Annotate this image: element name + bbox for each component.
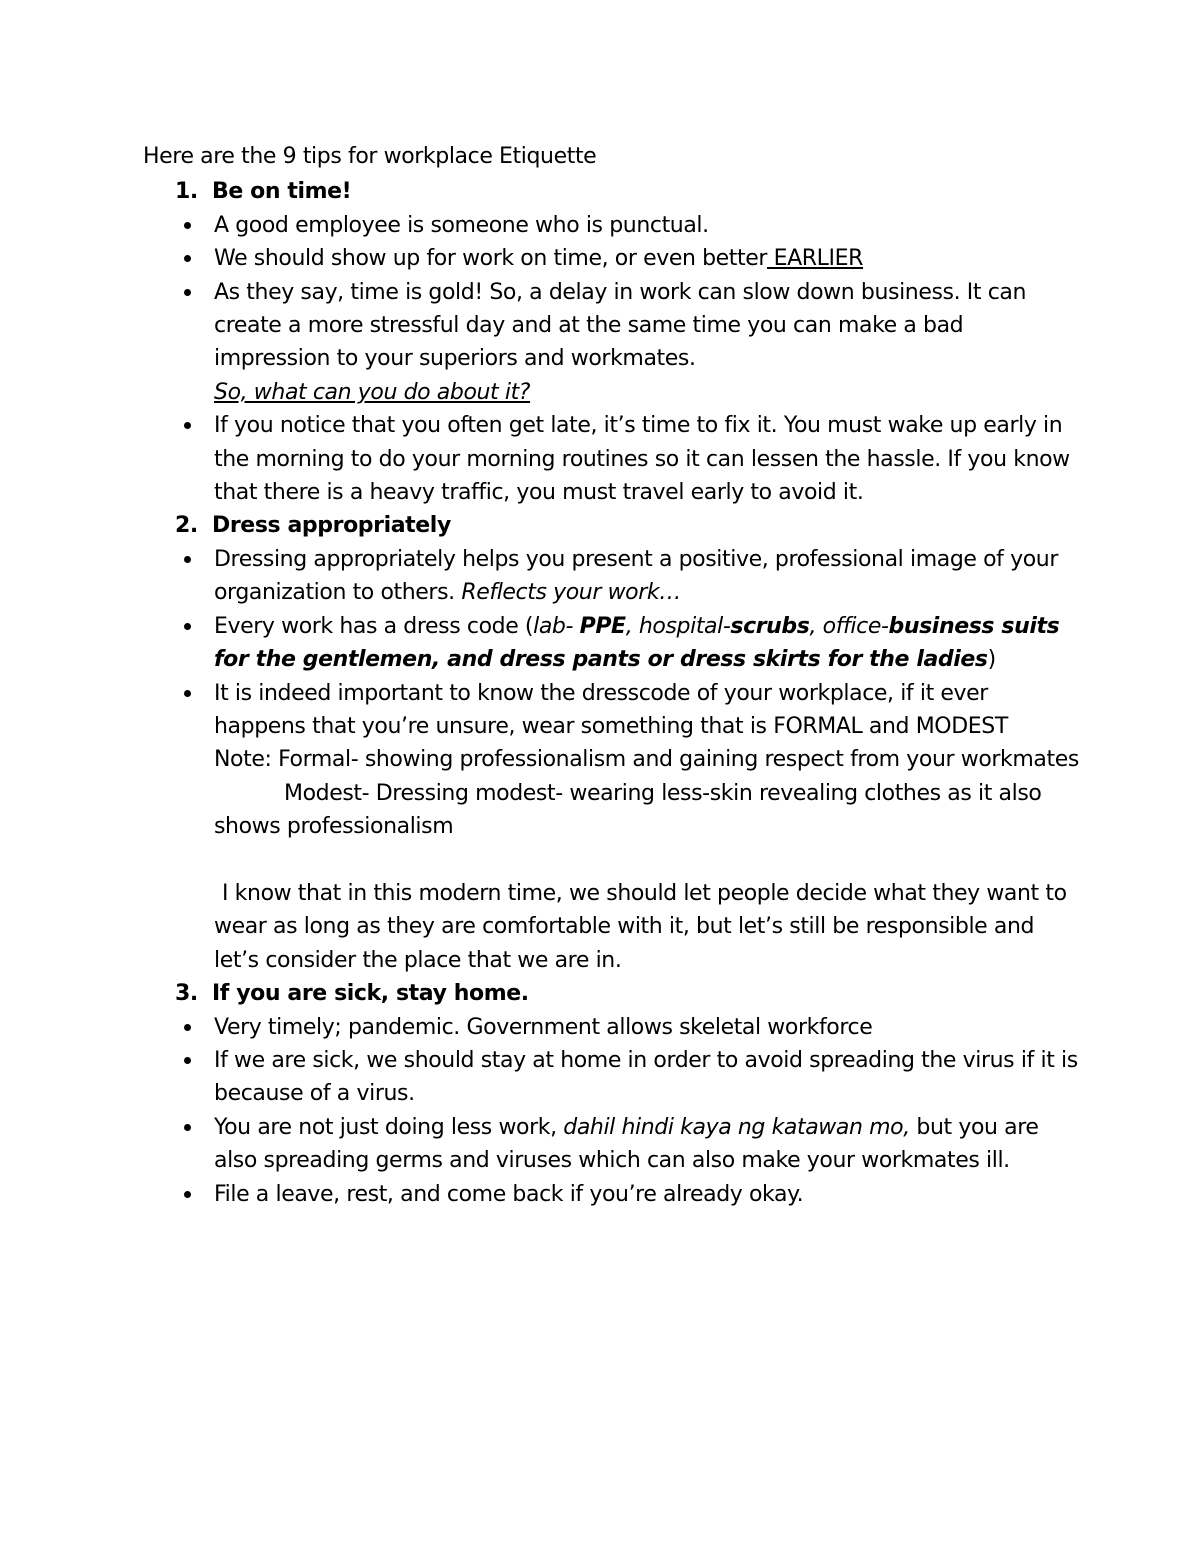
intro-line: Here are the 9 tips for workplace Etiquette [143,144,597,169]
list-item [143,242,1083,275]
bullet-text: You are not just doing less work, [214,1114,564,1140]
section-dress-appropriately [143,509,1083,542]
bullet-text: A good employee is someone who is punctual. [214,212,709,238]
dress-code-hospital: , hospital- [625,613,731,639]
list-item [143,1111,1083,1178]
bullet-icon [184,422,191,429]
list-item [143,1044,1083,1111]
list-item [143,543,1083,610]
note-modest: Modest- Dressing modest- wearing less-skin revealing clothes as it also shows professionalism [214,780,1042,840]
bullet-text: but you are also spreading germs and viruses which can also make your workmates ill. [214,1114,1039,1174]
list-item [143,1178,1083,1211]
bullet-icon [184,289,191,296]
bullet-text: As they say, time is gold! So, a delay in work can slow down business. It can create a more stressful day and at the same time you can make a bad impression to your superiors and workmates. [214,279,1027,372]
bullet-text: Every work has a dress code ( [214,613,534,639]
bullet-icon [184,1191,191,1198]
list-item [143,209,1083,242]
list-item [143,677,1083,978]
section-heading: If you are sick, stay home. [212,981,529,1007]
dress-code-business: business suits for the gentlemen, and dress pants or dress skirts for the ladies [214,613,1060,673]
bullet-text: It is indeed important to know the dresscode of your workplace, if it ever happens that you’re unsure, wear something that is FORMAL and MODEST [214,680,1008,739]
dress-code-office: , office- [809,613,889,639]
bullet-icon [184,556,191,563]
section-number: 3. [175,981,198,1007]
bullet-icon [184,623,191,630]
bullet-icon [184,255,191,262]
bullet-icon [184,1124,191,1131]
bullet-text: If you notice that you often get late, it’s time to fix it. You must wake up early in the morning to do your morning routines so it can lessen the hassle. If you know that there is a heavy traffic, you must travel early to avoid it. [214,413,1070,506]
bullet-list-sick-stay-home [143,1011,1083,1211]
bullet-icon [184,690,191,697]
list-item [143,610,1083,677]
bullet-text: If we are sick, we should stay at home in order to avoid spreading the virus if it is because of a virus. [214,1047,1078,1107]
bullet-italic: dahil hindi kaya ng katawan mo, [563,1114,910,1140]
section-number: 2. [175,513,198,539]
bullet-italic: Reflects your work… [461,580,681,606]
bullet-icon [184,1057,191,1064]
spacer [214,844,1083,877]
section-sick-stay-home [143,977,1083,1010]
bullet-text: Dressing appropriately helps you present a positive, professional image of your organization to others. [214,546,1058,606]
bullet-text: We should show up for work on time, or even better [214,246,768,272]
bullet-text: File a leave, rest, and come back if you’re already okay. [214,1181,804,1207]
bullet-list-dress-appropriately [143,543,1083,977]
section-heading: Be on time! [212,179,352,205]
emphasis-earlier: EARLIER [767,246,864,272]
bullet-text: Very timely; pandemic. Government allows skeletal workforce [214,1014,873,1040]
section-be-on-time [143,175,1083,208]
bullet-icon [184,222,191,229]
dress-code-lab: lab- [533,613,580,639]
dress-code-close: ) [987,647,996,673]
list-item [143,409,1083,509]
section-heading: Dress appropriately [212,513,451,539]
dress-code-ppe: PPE [579,613,626,639]
closing-paragraph: I know that in this modern time, we should let people decide what they want to wear as long as they are comfortable with it, but let’s still be responsible and let’s consider the place that we are in. [214,880,1067,973]
note-formal: Note: Formal- showing professionalism and gaining respect from your workmates [214,747,1079,773]
bullet-icon [184,1024,191,1031]
list-item [143,276,1083,410]
dress-code-scrubs: scrubs [730,613,810,639]
document-body [143,140,1083,1211]
question-text: So, what can you do about it? [214,379,531,405]
section-number: 1. [175,179,198,205]
bullet-list-be-on-time [143,209,1083,510]
list-item [143,1011,1083,1044]
